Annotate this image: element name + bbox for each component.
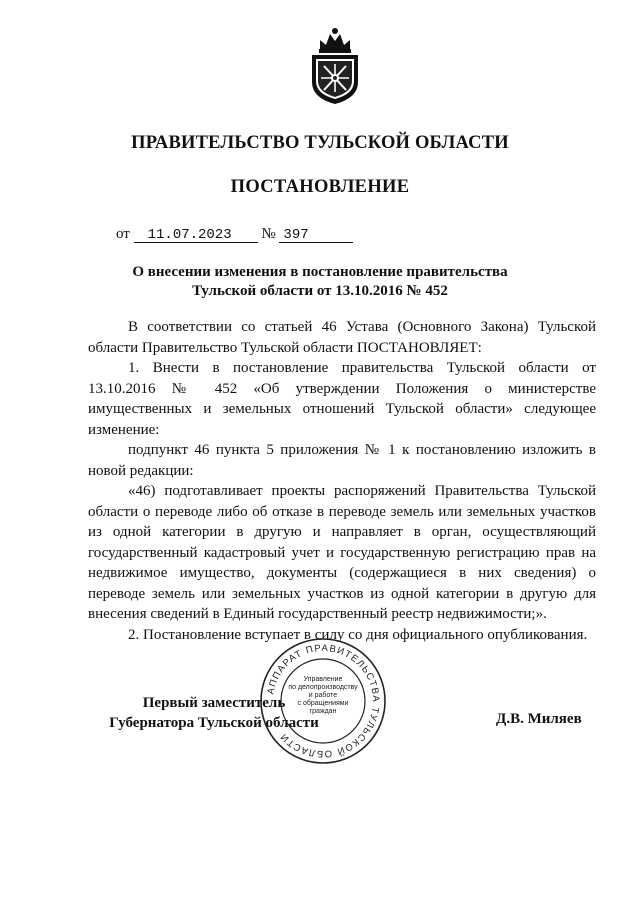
stamp-line-4: с обращениями bbox=[297, 700, 349, 707]
signatory-name: Д.В. Миляев bbox=[496, 711, 582, 727]
paragraph-new-wording: «46) подготавливает проекты распоряжений Правительства Тульской области о переводе либо об отказе в переводе земель или земельных участков из одной категории в другую и направляет в орган, осуществляющий государственный кадастровый учет и государственную регистрацию прав на недвижимое имущество, документы (содержащиеся в них сведения) о переводе земель или земельных участков из одной категории в другую для внесения сведений в Единый государственный реестр недвижимости;». bbox=[88, 483, 596, 622]
document-body bbox=[88, 317, 596, 645]
paragraph-preamble: В соответствии со статьей 46 Устава (Основного Закона) Тульской области Правительство Тульской области ПОСТАНОВЛЯЕТ: bbox=[88, 319, 596, 356]
position-line-2: Губернатора Тульской области bbox=[109, 715, 319, 731]
coat-of-arms-icon bbox=[306, 26, 364, 106]
paragraph-item-1: 1. Внести в постановление правительства Тульской области от 13.10.2016 № 452 «Об утверждении Положения о министерстве имущественных и земельных отношений Тульской области» следующее изменение: bbox=[88, 360, 596, 438]
stamp-center-text bbox=[286, 676, 360, 716]
position-line-1: Первый заместитель bbox=[142, 695, 286, 711]
stamp-line-5: граждан bbox=[309, 708, 337, 715]
stamp-ring-text: АППАРАТ ПРАВИТЕЛЬСТВА ТУЛЬСКОЙ ОБЛАСТИ bbox=[265, 642, 382, 760]
document-subject bbox=[0, 263, 640, 301]
paragraph-amendment-intro: подпункт 46 пункта 5 приложения № 1 к постановлению изложить в новой редакции: bbox=[88, 442, 596, 479]
document-number: 397 bbox=[279, 228, 353, 243]
number-prefix: № bbox=[261, 226, 276, 242]
date-prefix: от bbox=[116, 226, 130, 242]
subject-line-1: О внесении изменения в постановление правительства bbox=[132, 264, 508, 280]
paragraph-item-2: 2. Постановление вступает в силу со дня официального опубликования. bbox=[128, 626, 588, 643]
stamp-line-1: Управление bbox=[303, 676, 343, 683]
stamp-line-3: и работе bbox=[308, 692, 338, 699]
organization-title: ПРАВИТЕЛЬСТВО ТУЛЬСКОЙ ОБЛАСТИ bbox=[131, 133, 509, 153]
document-date: 11.07.2023 bbox=[134, 228, 258, 243]
date-number-line bbox=[116, 226, 353, 243]
document-type: ПОСТАНОВЛЕНИЕ bbox=[230, 177, 410, 197]
stamp-line-2: по делопроизводству bbox=[288, 684, 358, 691]
subject-line-2: Тульской области от 13.10.2016 № 452 bbox=[192, 283, 448, 299]
